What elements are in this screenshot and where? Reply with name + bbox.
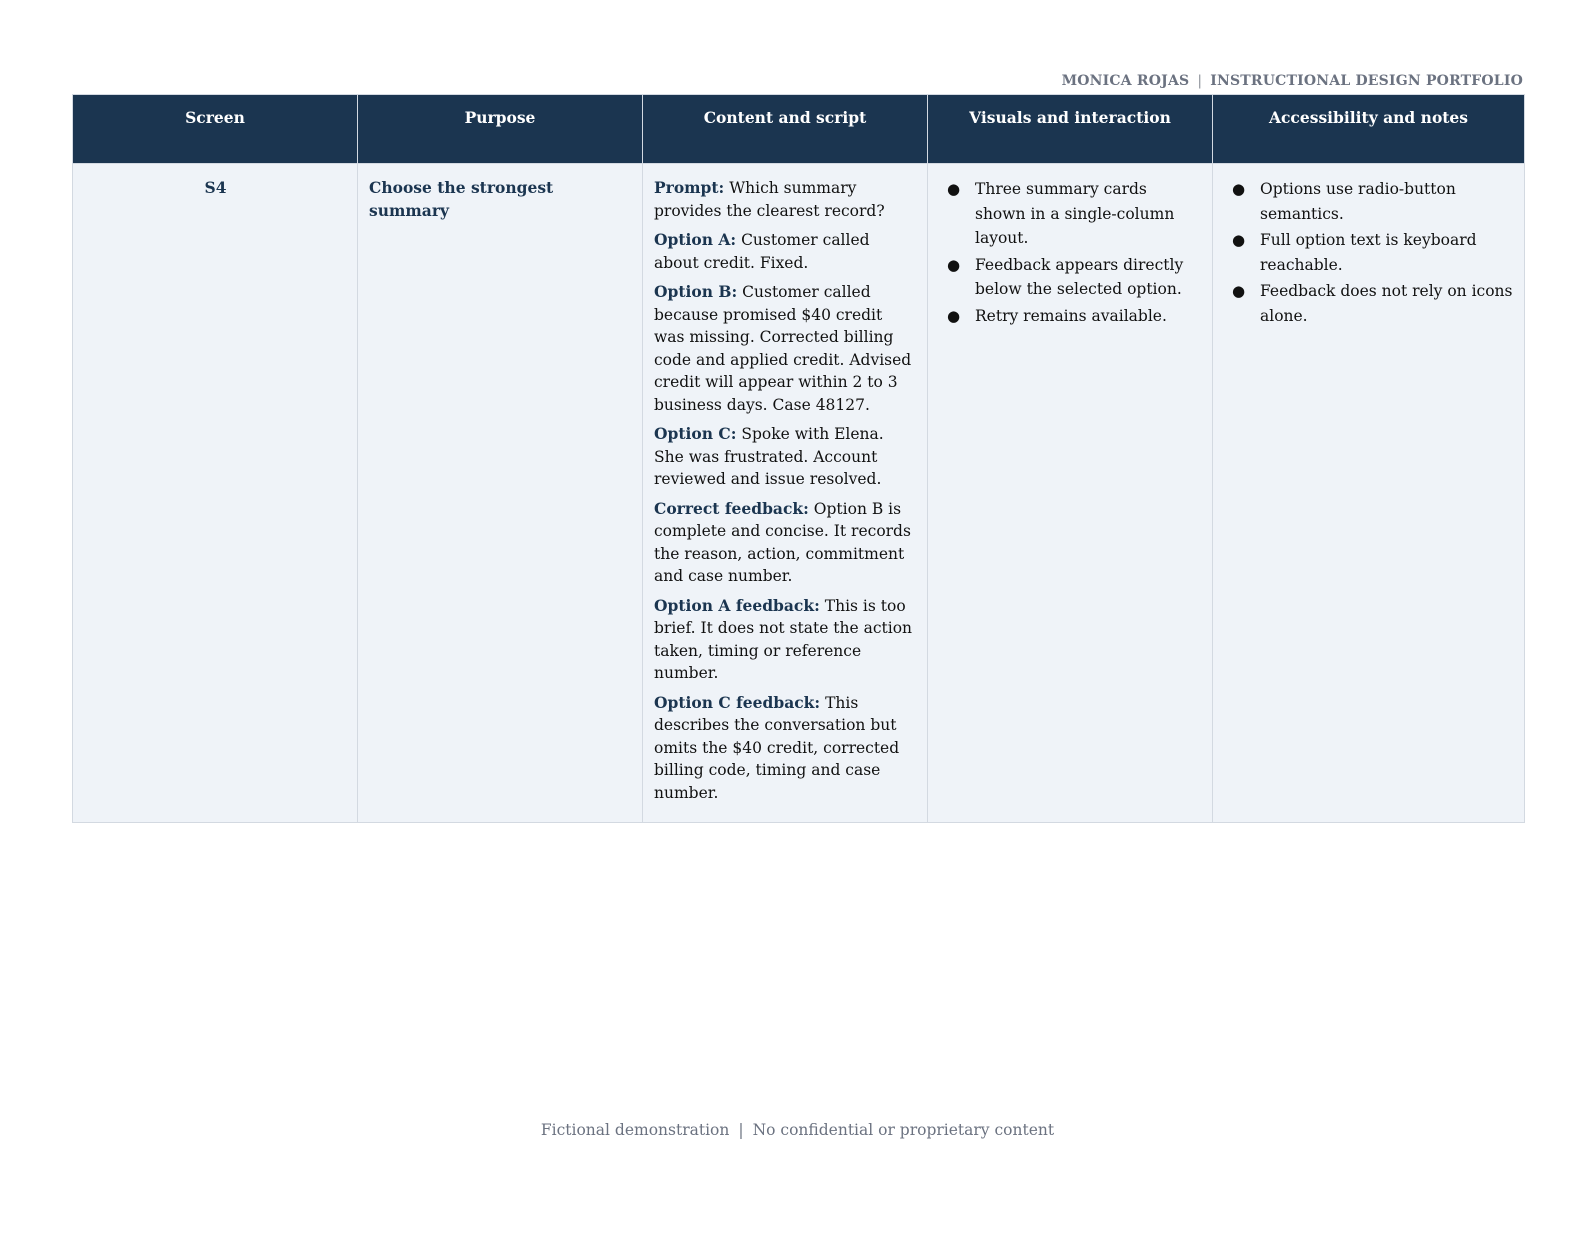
list-item-text: Full option text is keyboard reachable.	[1260, 231, 1477, 274]
prompt-label: Prompt:	[654, 178, 725, 197]
list-item	[1224, 279, 1514, 328]
option-a-feedback-entry	[654, 595, 917, 685]
list-item	[1224, 228, 1514, 277]
option-c-feedback-entry	[654, 692, 917, 805]
option-b-text: Customer called because promised $40 credit was missing. Corrected billing code and applied credit. Advised credit will appear within 2 to 3 business days. Case 48127.	[654, 283, 912, 414]
accessibility-list	[1224, 177, 1514, 328]
list-item	[939, 177, 1202, 251]
purpose-cell: Choose the strongest summary	[358, 164, 643, 823]
footer-right-text: No confidential or proprietary content	[752, 1121, 1055, 1139]
visuals-cell	[928, 164, 1213, 823]
list-item-text: Options use radio-button semantics.	[1260, 180, 1456, 223]
option-c-feedback-label: Option C feedback:	[654, 692, 821, 712]
portfolio-title: INSTRUCTIONAL DESIGN PORTFOLIO	[1210, 73, 1523, 89]
screen-id-cell: S4	[73, 164, 358, 823]
table-row	[73, 164, 1525, 823]
list-item-text: Three summary cards shown in a single-column layout.	[975, 180, 1175, 247]
list-item-text: Retry remains available.	[975, 306, 1167, 325]
option-a-text: Customer called about credit. Fixed.	[654, 231, 870, 272]
list-item	[939, 304, 1202, 329]
bullet-icon: ●	[947, 180, 961, 198]
option-a-label: Option A:	[654, 230, 737, 249]
prompt-entry	[654, 177, 917, 222]
bullet-icon: ●	[1232, 282, 1246, 300]
column-header-screen: Screen	[73, 95, 358, 164]
column-header-content: Content and script	[643, 95, 928, 164]
prompt-text: Which summary provides the clearest record?	[654, 179, 885, 220]
option-b-label: Option B:	[654, 282, 738, 301]
option-c-feedback-text: This describes the conversation but omits the $40 credit, corrected billing code, timing and case number.	[654, 693, 900, 802]
bullet-icon: ●	[1232, 180, 1246, 198]
option-a-feedback-text: This is too brief. It does not state the action taken, timing or reference number.	[654, 596, 913, 682]
table-header-row	[73, 95, 1525, 164]
option-c-text: Spoke with Elena. She was frustrated. Account reviewed and issue resolved.	[654, 425, 884, 488]
option-c-entry	[654, 423, 917, 491]
column-header-visuals: Visuals and interaction	[928, 95, 1213, 164]
accessibility-cell	[1213, 164, 1525, 823]
visuals-list	[939, 177, 1202, 328]
list-item	[1224, 177, 1514, 226]
footer-left-text: Fictional demonstration	[540, 1121, 730, 1139]
option-a-entry	[654, 229, 917, 274]
correct-feedback-label: Correct feedback:	[654, 498, 809, 518]
bullet-icon: ●	[947, 255, 961, 274]
bullet-icon: ●	[947, 306, 961, 325]
author-name: MONICA ROJAS	[1061, 73, 1190, 89]
bullet-icon: ●	[1232, 231, 1246, 249]
content-script-cell	[643, 164, 928, 823]
header-separator: |	[1197, 73, 1203, 89]
correct-feedback-entry	[654, 498, 917, 588]
option-c-label: Option C:	[654, 424, 737, 443]
list-item	[939, 253, 1202, 302]
list-item-text: Feedback appears directly below the selected option.	[975, 255, 1184, 298]
storyboard-table	[72, 94, 1525, 823]
correct-feedback-text: Option B is complete and concise. It records the reason, action, commitment and case number.	[654, 499, 911, 585]
column-header-accessibility: Accessibility and notes	[1213, 95, 1525, 164]
option-b-entry	[654, 281, 917, 416]
footer-separator: |	[738, 1121, 744, 1139]
option-a-feedback-label: Option A feedback:	[654, 595, 820, 615]
running-header	[1062, 73, 1523, 89]
list-item-text: Feedback does not rely on icons alone.	[1260, 282, 1513, 325]
column-header-purpose: Purpose	[358, 95, 643, 164]
page-footer	[0, 1121, 1595, 1139]
